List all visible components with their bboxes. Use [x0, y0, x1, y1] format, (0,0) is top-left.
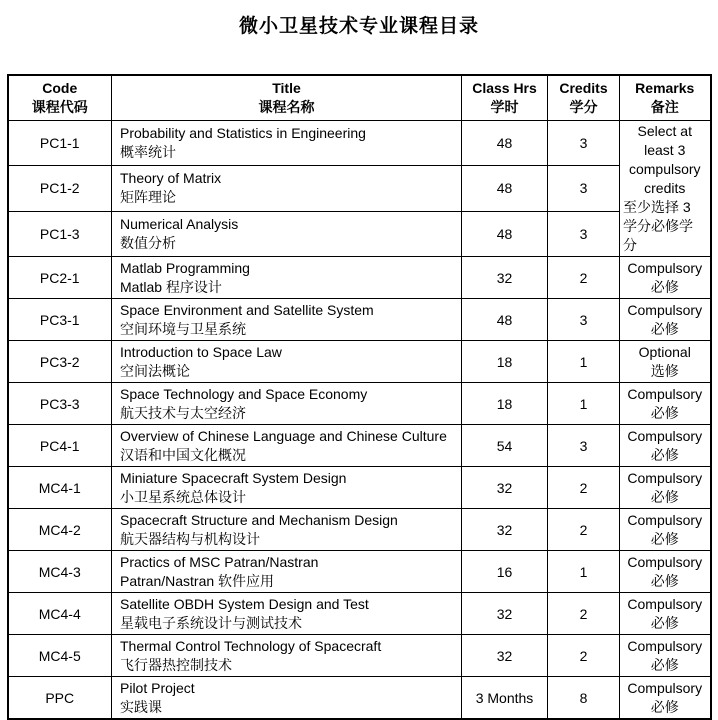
class-hours: 3 Months	[462, 677, 548, 720]
remark-cell	[620, 425, 711, 467]
class-hours: 32	[462, 635, 548, 677]
remark-zh: 必修	[650, 488, 679, 505]
credits: 2	[548, 635, 620, 677]
table-row	[8, 257, 711, 299]
header-credits	[548, 75, 620, 121]
remark-cell	[620, 341, 711, 383]
table-row	[8, 551, 711, 593]
course-code: PC2-1	[8, 257, 112, 299]
header-code-zh: 课程代码	[31, 99, 88, 115]
course-title-en: Spacecraft Structure and Mechanism Design	[120, 511, 398, 528]
credits: 3	[548, 166, 620, 211]
page-title: 微小卫星技术专业课程目录	[238, 16, 479, 37]
course-title	[112, 425, 462, 467]
course-code: PC3-2	[8, 341, 112, 383]
remark-en: Compulsory	[627, 679, 703, 696]
class-hours: 32	[462, 593, 548, 635]
credits: 3	[548, 211, 620, 256]
course-code: PC3-1	[8, 299, 112, 341]
course-title-zh: 航天技术与太空经济	[120, 404, 246, 421]
header-remarks-zh: 备注	[650, 99, 679, 115]
course-title-en: Practics of MSC Patran/Nastran	[120, 553, 319, 570]
remark-cell	[620, 383, 711, 425]
class-hours: 48	[462, 211, 548, 256]
remark-merged-en: Select at least 3 compulsory credits	[628, 123, 701, 196]
table-row	[8, 425, 711, 467]
remark-en: Compulsory	[627, 385, 703, 402]
header-credits-en: Credits	[559, 80, 608, 96]
class-hours: 48	[462, 299, 548, 341]
remark-zh: 必修	[650, 404, 679, 421]
course-title-zh: Matlab 程序设计	[120, 278, 222, 295]
credits: 8	[548, 677, 620, 720]
remark-zh: 必修	[650, 320, 679, 337]
remark-zh: 必修	[650, 530, 679, 547]
remark-zh: 必修	[650, 572, 679, 589]
remark-cell	[620, 509, 711, 551]
credits: 3	[548, 121, 620, 166]
table-row	[8, 299, 711, 341]
course-code: MC4-4	[8, 593, 112, 635]
credits: 1	[548, 551, 620, 593]
table-row	[8, 121, 711, 166]
course-title-zh: 飞行器热控制技术	[120, 656, 232, 673]
table-row	[8, 341, 711, 383]
class-hours: 18	[462, 341, 548, 383]
remark-en: Optional	[638, 343, 691, 360]
header-class-hrs-zh: 学时	[490, 99, 519, 115]
remark-zh: 选修	[650, 362, 679, 379]
course-title-en: Probability and Statistics in Engineering	[120, 125, 366, 142]
remark-zh: 必修	[650, 656, 679, 673]
course-title	[112, 551, 462, 593]
course-title-zh: 矩阵理论	[120, 189, 176, 206]
class-hours: 32	[462, 509, 548, 551]
course-title-en: Overview of Chinese Language and Chinese Culture	[120, 427, 447, 444]
course-title	[112, 166, 462, 211]
course-title-en: Theory of Matrix	[120, 170, 222, 187]
course-title-zh: 实践课	[120, 698, 162, 715]
course-code: MC4-3	[8, 551, 112, 593]
course-code: PC4-1	[8, 425, 112, 467]
table-row	[8, 211, 711, 256]
credits: 3	[548, 299, 620, 341]
class-hours: 16	[462, 551, 548, 593]
course-code: MC4-5	[8, 635, 112, 677]
credits: 3	[548, 425, 620, 467]
course-title	[112, 677, 462, 720]
course-title-en: Satellite OBDH System Design and Test	[120, 595, 369, 612]
course-title-zh: 概率统计	[120, 144, 176, 161]
header-code	[8, 75, 112, 121]
course-title-zh: 空间环境与卫星系统	[120, 320, 246, 337]
header-remarks	[620, 75, 711, 121]
course-title-zh: Patran/Nastran 软件应用	[120, 572, 275, 589]
course-code: PC1-1	[8, 121, 112, 166]
course-title	[112, 121, 462, 166]
table-row	[8, 509, 711, 551]
remark-en: Compulsory	[627, 469, 703, 486]
header-credits-zh: 学分	[569, 99, 598, 115]
course-title-en: Introduction to Space Law	[120, 343, 282, 360]
course-title	[112, 299, 462, 341]
remark-cell	[620, 593, 711, 635]
credits: 2	[548, 593, 620, 635]
class-hours: 18	[462, 383, 548, 425]
course-code: PC1-3	[8, 211, 112, 256]
course-title-zh: 数值分析	[120, 234, 176, 251]
credits: 2	[548, 467, 620, 509]
remark-en: Compulsory	[627, 595, 703, 612]
credits: 1	[548, 383, 620, 425]
course-title-en: Space Technology and Space Economy	[120, 385, 368, 402]
credits: 1	[548, 341, 620, 383]
header-title	[112, 75, 462, 121]
course-title-en: Pilot Project	[120, 679, 195, 696]
header-title-en: Title	[272, 80, 301, 96]
course-code: PPC	[8, 677, 112, 720]
remark-en: Compulsory	[627, 553, 703, 570]
course-title	[112, 635, 462, 677]
remark-zh: 必修	[650, 698, 679, 715]
course-title	[112, 341, 462, 383]
table-row	[8, 635, 711, 677]
class-hours: 32	[462, 467, 548, 509]
class-hours: 32	[462, 257, 548, 299]
remark-cell	[620, 299, 711, 341]
course-title-zh: 小卫星系统总体设计	[120, 488, 246, 505]
course-title-en: Space Environment and Satellite System	[120, 301, 374, 318]
course-title-zh: 星载电子系统设计与测试技术	[120, 614, 302, 631]
remark-cell	[620, 257, 711, 299]
course-title-zh: 空间法概论	[120, 362, 190, 379]
course-title	[112, 211, 462, 256]
header-class-hrs	[462, 75, 548, 121]
course-title-en: Matlab Programming	[120, 259, 250, 276]
course-title-en: Thermal Control Technology of Spacecraft	[120, 637, 382, 654]
class-hours: 54	[462, 425, 548, 467]
table-row	[8, 593, 711, 635]
course-title	[112, 509, 462, 551]
remark-en: Compulsory	[627, 637, 703, 654]
table-row	[8, 677, 711, 720]
course-code: MC4-2	[8, 509, 112, 551]
remark-en: Compulsory	[627, 301, 703, 318]
header-row	[8, 75, 711, 121]
course-title	[112, 593, 462, 635]
course-title-zh: 汉语和中国文化概况	[120, 446, 246, 463]
header-code-en: Code	[42, 80, 78, 96]
remark-cell	[620, 467, 711, 509]
remark-cell	[620, 551, 711, 593]
remark-zh: 必修	[650, 278, 679, 295]
class-hours: 48	[462, 121, 548, 166]
course-title	[112, 383, 462, 425]
table-row	[8, 467, 711, 509]
header-remarks-en: Remarks	[635, 80, 695, 96]
remark-en: Compulsory	[627, 259, 703, 276]
course-title-zh: 航天器结构与机构设计	[120, 530, 260, 547]
remark-en: Compulsory	[627, 511, 703, 528]
table-row	[8, 166, 711, 211]
table-row	[8, 383, 711, 425]
class-hours: 48	[462, 166, 548, 211]
remark-zh: 必修	[650, 614, 679, 631]
remark-merged-zh: 至少选择 3 学分必修学分	[623, 199, 693, 253]
course-catalog-table	[7, 74, 712, 720]
header-title-zh: 课程名称	[258, 99, 315, 115]
course-code: MC4-1	[8, 467, 112, 509]
remark-merged-cell	[620, 121, 711, 257]
course-code: PC3-3	[8, 383, 112, 425]
remark-en: Compulsory	[627, 427, 703, 444]
credits: 2	[548, 509, 620, 551]
course-title-en: Miniature Spacecraft System Design	[120, 469, 347, 486]
remark-cell	[620, 635, 711, 677]
course-code: PC1-2	[8, 166, 112, 211]
course-title-en: Numerical Analysis	[120, 215, 239, 232]
remark-cell	[620, 677, 711, 720]
credits: 2	[548, 257, 620, 299]
document-page	[0, 14, 718, 715]
course-title	[112, 257, 462, 299]
header-class-hrs-en: Class Hrs	[472, 80, 537, 96]
remark-zh: 必修	[650, 446, 679, 463]
course-title	[112, 467, 462, 509]
